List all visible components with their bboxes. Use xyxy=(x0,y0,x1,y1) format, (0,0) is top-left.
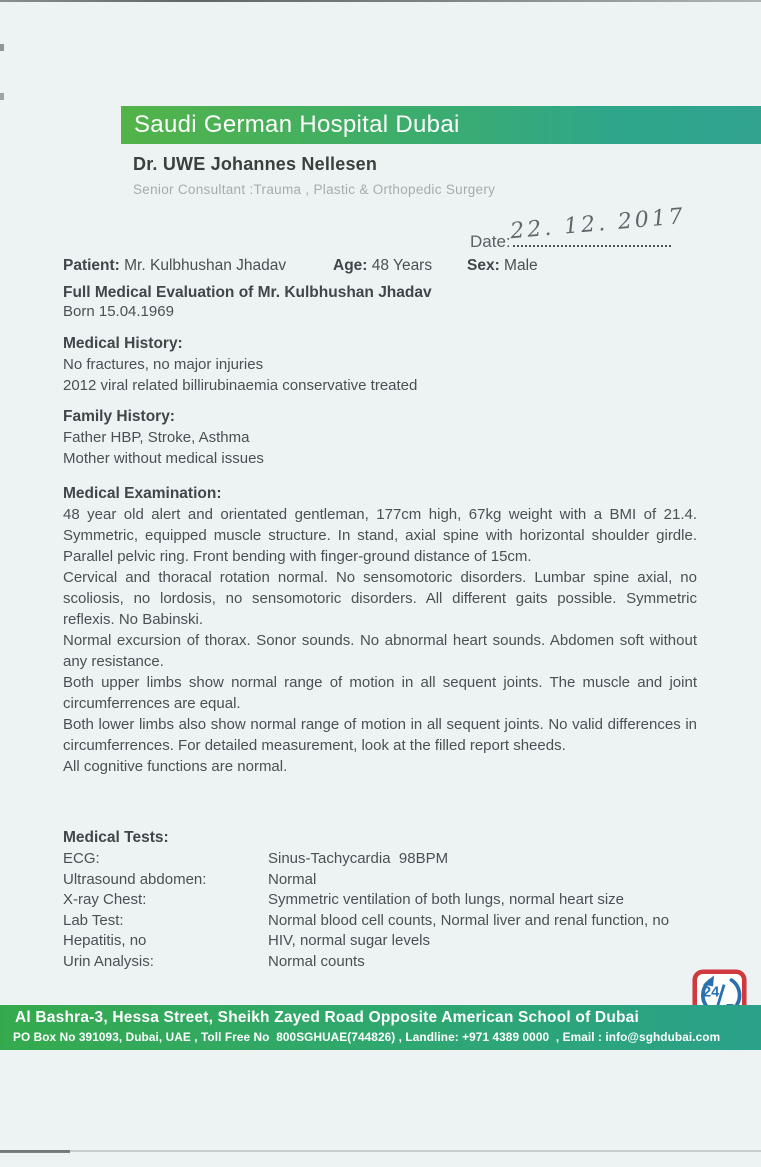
scan-edge-mark xyxy=(0,44,4,51)
svg-text:24: 24 xyxy=(703,984,720,1001)
scan-edge-top xyxy=(0,0,761,2)
family-history-heading: Family History: xyxy=(63,408,175,425)
test-row xyxy=(63,911,697,932)
medical-tests-heading: Medical Tests: xyxy=(63,829,169,846)
examination-paragraph: All cognitive functions are normal. xyxy=(63,758,288,775)
patient-label: Patient: xyxy=(63,257,120,274)
test-label: Ultrasound abdomen: xyxy=(63,870,207,888)
test-label: Hepatitis, no xyxy=(63,932,147,949)
test-row xyxy=(63,931,697,952)
scan-edge-bottom xyxy=(0,1150,761,1152)
test-label: Urin Analysis: xyxy=(63,952,154,970)
scan-edge-mark xyxy=(0,93,4,100)
sex-label: Sex: xyxy=(467,257,500,274)
examination-paragraph: Cervical and thoracal rotation normal. No sensomotoric disorders. Lumbar spine axial, no scoliosis, no lordosis, no sensomotoric disorders. All different gaits possible. Symmetric reflexis. No Babinski. xyxy=(63,569,697,628)
test-value: Normal xyxy=(268,870,317,888)
age-value: 48 Years xyxy=(367,257,433,274)
sex-value: Male xyxy=(499,257,538,274)
patient-info-line xyxy=(63,257,703,278)
test-label: X-ray Chest: xyxy=(63,891,147,908)
medical-tests-section xyxy=(63,827,697,972)
medical-history-heading: Medical History: xyxy=(63,335,183,352)
test-value: Sinus-Tachycardia 98BPM xyxy=(268,850,449,867)
examination-paragraph: Both upper limbs show normal range of motion in all sequent joints. The muscle and joint circumferrences are equal. xyxy=(63,674,697,712)
test-row xyxy=(63,849,697,870)
test-row xyxy=(63,952,697,973)
medical-history-line: No fractures, no major injuries xyxy=(63,356,264,373)
test-row xyxy=(63,890,697,911)
evaluation-title: Full Medical Evaluation of Mr. Kulbhushan Jhadav xyxy=(63,284,432,301)
footer-address-bar xyxy=(0,1005,761,1050)
family-history-line: Father HBP, Stroke, Asthma xyxy=(63,429,250,446)
scan-edge-bottom-corner xyxy=(0,1150,70,1153)
birth-date: Born 15.04.1969 xyxy=(63,303,174,320)
test-label: Lab Test: xyxy=(63,911,124,929)
footer-contact-info: PO Box No 391093, Dubai, UAE , Toll Free No 800SGHUAE(744826) , Landline: +971 4389 0000 , Email : info@sghdubai.com xyxy=(13,1030,721,1044)
patient-name: Mr. Kulbhushan Jhadav xyxy=(119,257,287,274)
examination-paragraph: 48 year old alert and orientated gentleman, 177cm high, 67kg weight with a BMI of 21.4. Symmetric, equipped muscle structure. In stand, axial spine with horizontal shoulder girdle. Parallel pelvic ring. Front bending with finger-ground distance of 15cm. xyxy=(63,506,697,565)
hospital-header-bar xyxy=(121,106,761,144)
date-label: Date: xyxy=(470,232,511,251)
date-handwritten-value: 22. 12. 2017 xyxy=(509,203,687,245)
test-row xyxy=(63,870,697,891)
test-value: Normal blood cell counts, Normal liver and renal function, no xyxy=(268,911,670,929)
examination-paragraph: Normal excursion of thorax. Sonor sounds. No abnormal heart sounds. Abdomen soft without any resistance. xyxy=(63,632,697,670)
doctor-title: Senior Consultant :Trauma , Plastic & Orthopedic Surgery xyxy=(133,182,496,197)
test-value: Symmetric ventilation of both lungs, normal heart size xyxy=(268,891,624,908)
test-value: Normal counts xyxy=(268,952,365,970)
footer-address: Al Bashra-3, Hessa Street, Sheikh Zayed Road Opposite American School of Dubai xyxy=(15,1009,639,1026)
medical-history-line: 2012 viral related billirubinaemia conservative treated xyxy=(63,377,418,394)
test-label: ECG: xyxy=(63,850,100,867)
family-history-section xyxy=(63,406,697,469)
medical-history-section xyxy=(63,333,697,396)
family-history-line: Mother without medical issues xyxy=(63,450,264,467)
medical-examination-section xyxy=(63,483,697,777)
age-label: Age: xyxy=(333,257,368,274)
doctor-name: Dr. UWE Johannes Nellesen xyxy=(133,154,378,174)
medical-examination-heading: Medical Examination: xyxy=(63,485,222,502)
examination-paragraph: Both lower limbs also show normal range of motion in all sequent joints. No valid differences in circumferrences. For detailed measurement, look at the filled report sheeds. xyxy=(63,716,697,754)
hospital-name: Saudi German Hospital Dubai xyxy=(134,111,460,138)
test-value: HIV, normal sugar levels xyxy=(268,932,431,949)
date-row xyxy=(470,203,687,252)
